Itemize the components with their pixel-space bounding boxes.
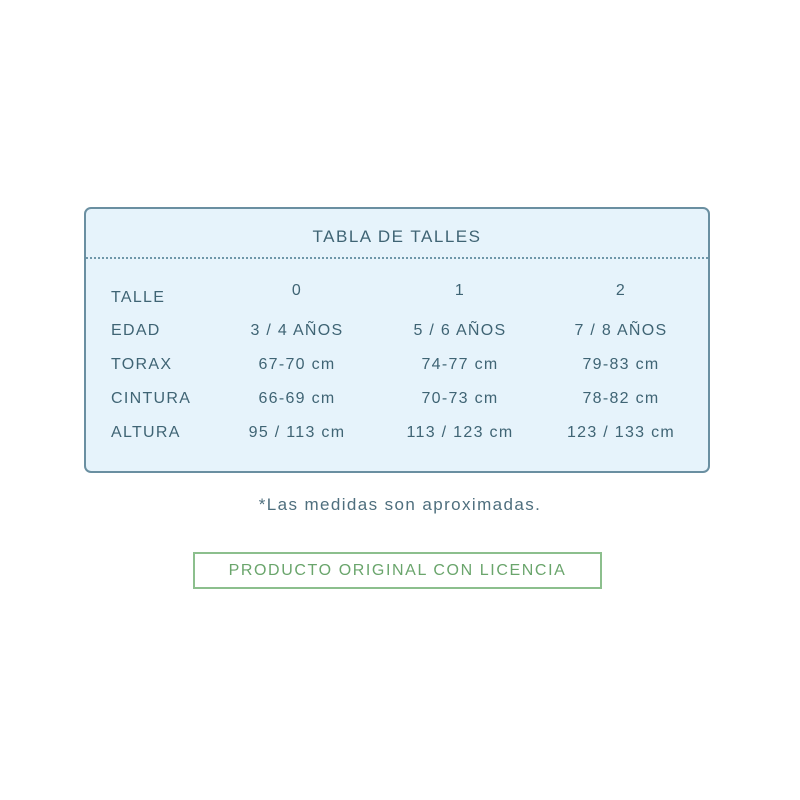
size-row-altura [86,424,708,450]
size-cell: 7 / 8 AÑOS [574,322,668,339]
size-cell: 5 / 6 AÑOS [413,322,507,339]
size-cell: 3 / 4 AÑOS [250,322,344,339]
size-row-torax [86,356,708,382]
license-badge: PRODUCTO ORIGINAL CON LICENCIA [193,552,602,589]
size-cell: 0 [291,282,303,299]
size-cell: 123 / 133 cm [566,424,676,441]
size-cell: 66-69 cm [258,390,336,407]
size-cell: 1 [454,282,466,299]
size-cell: 74-77 cm [421,356,499,373]
size-row-talle [86,282,708,315]
row-label-edad: EDAD [111,322,161,339]
row-label-torax: TORAX [111,356,173,373]
size-cell: 79-83 cm [582,356,660,373]
size-chart-card [84,207,710,473]
size-cell: 78-82 cm [582,390,660,407]
approximate-measures-note: *Las medidas son aproximadas. [258,495,542,514]
size-cell: 2 [615,282,627,299]
size-cell: 67-70 cm [258,356,336,373]
size-cell: 95 / 113 cm [248,424,346,441]
row-label-altura: ALTURA [111,424,181,441]
size-row-edad [86,322,708,348]
row-label-talle: TALLE [111,289,166,306]
size-row-cintura [86,390,708,416]
size-chart-title: TABLA DE TALLES [312,227,482,246]
title-divider [86,257,708,259]
size-cell: 70-73 cm [421,390,499,407]
size-cell: 113 / 123 cm [406,424,514,441]
row-label-cintura: CINTURA [111,390,192,407]
